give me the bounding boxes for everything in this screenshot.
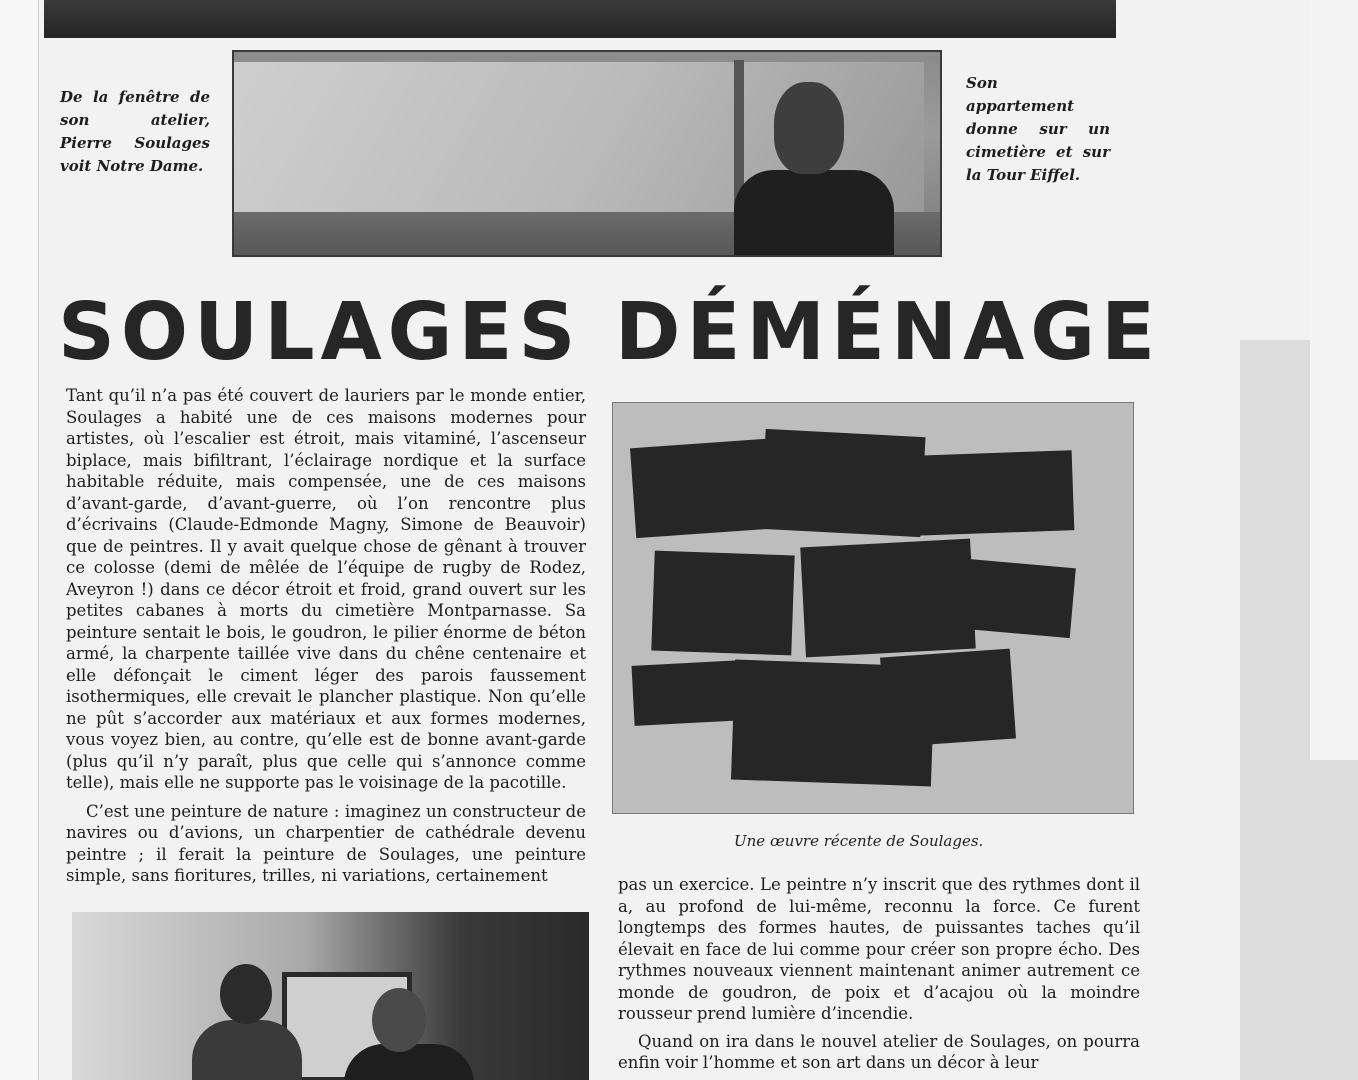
studio-photo xyxy=(72,912,589,1080)
caption-window-right: Son appartement donne sur un cimetière et sur la Tour Eiffel. xyxy=(966,74,1110,184)
painter-head xyxy=(372,988,426,1052)
artwork-caption: Une œuvre récente de Soulages. xyxy=(734,832,984,850)
article-paragraph: Quand on ira dans le nouvel atelier de Soulages, on pourra enfin voir l’homme et son art dans un décor à leur xyxy=(618,1031,1140,1072)
artwork-photo xyxy=(612,402,1134,814)
article-paragraph: C’est une peinture de nature : imaginez un constructeur de navires ou d’avions, un charpentier de cathédrale devenu peintre ; il ferait la peinture de Soulages, une peinture simple, sans fioritures, trilles, ni variations, certainement xyxy=(66,801,586,885)
article-paragraph: Tant qu’il n’a pas été couvert de lauriers par le monde entier, Soulages a habité une de ces maisons modernes pour artistes, où l’escalier est étroit, mais vitaminé, l’ascenseur biplace, mais bifiltrant, l’éclairage nordique et la surface habitable réduite, mais compensée, une de ces maisons d’avant-garde, d’avant-guerre, où l’on rencontre plus d’écrivains (Claude-Edmonde Magny, Simone de Beauvoir) que de peintres. Il y avait quelque chose de gênant à trouver ce colosse (demi de mêlée de l’équipe de rugby de Rodez, Aveyron !) dans ce décor étroit et froid, grand ouvert sur les petites cabanes à morts du cimetière Montparnasse. Sa peinture sentait le bois, le goudron, le pilier énorme de béton armé, la charpente taillée vive dans du chêne centenaire et elle défonçait le ciment léger des parois faussement isothermiques, elle crevait le plancher plastique. Non qu’elle ne pût s’accorder aux matériaux et aux formes modernes, vous voyez bien, au contre, qu’elle est de bonne avant-garde (plus qu’il n’y paraît, plus que celle qui s’annonce comme telle), mais elle ne supporte pas le voisinage de la pacotille. xyxy=(66,386,586,792)
scan-margin xyxy=(0,0,39,1080)
painter-body xyxy=(734,170,894,257)
woman-head xyxy=(220,964,272,1024)
portrait-photo xyxy=(232,50,942,257)
article-paragraph: pas un exercice. Le peintre n’y inscrit que des rythmes dont il a, au profond de lui-même, reconnu la force. Ce furent longtemps des formes hautes, de puissantes taches qu’il élevait en face de lui comme pour créer son propre écho. Des rythmes nouveaux viennent maintenant animer autrement ce monde de goudron, de poix et d’acajou où la moindre rousseur prend lumière d’incendie. xyxy=(618,875,1140,1023)
caption-window-left: De la fenêtre de son atelier, Pierre Soulages voit Notre Dame. xyxy=(60,88,210,175)
paint-stroke xyxy=(651,551,794,656)
article-column-right xyxy=(618,874,1140,1074)
paint-stroke xyxy=(880,649,1016,748)
article-column-left xyxy=(66,385,586,887)
painter-head xyxy=(774,82,844,174)
paint-stroke xyxy=(800,539,976,658)
paint-stroke xyxy=(632,660,745,726)
paint-stroke xyxy=(912,450,1075,536)
paint-stroke xyxy=(760,429,925,537)
paint-stroke xyxy=(950,558,1076,638)
woman-figure xyxy=(192,1020,302,1080)
top-photo-strip xyxy=(44,0,1116,38)
clipping-edge xyxy=(1310,0,1358,760)
headline: SOULAGES DÉMÉNAGE xyxy=(58,286,1162,378)
